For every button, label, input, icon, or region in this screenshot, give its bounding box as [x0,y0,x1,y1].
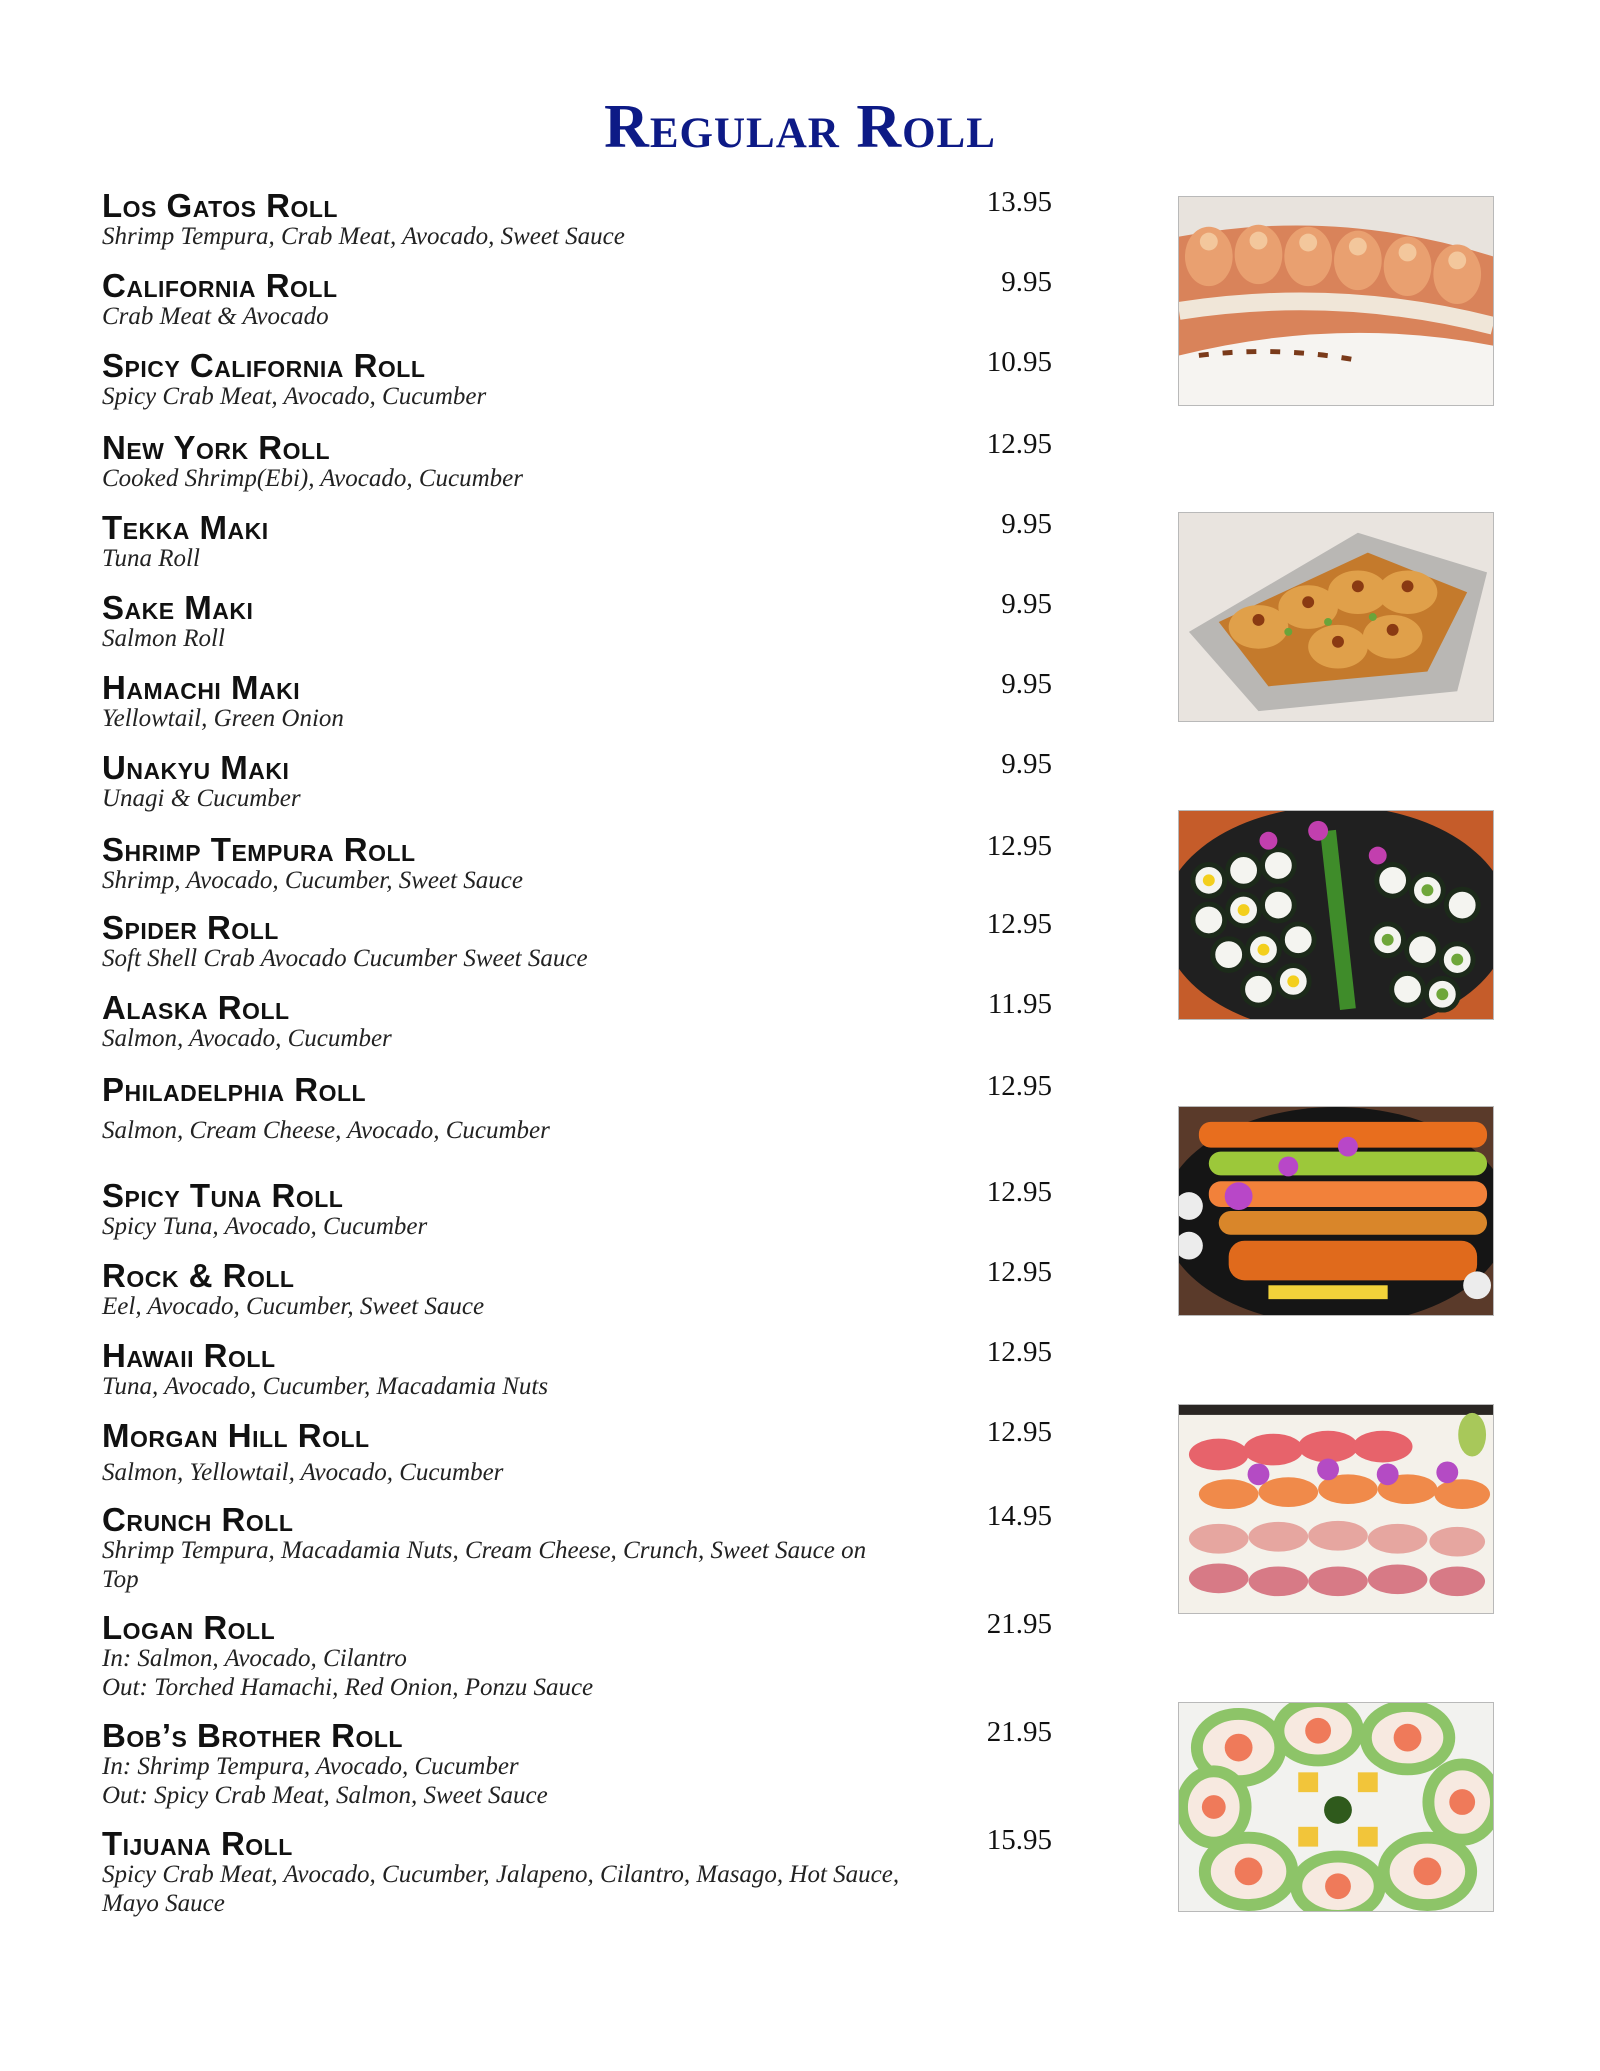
menu-item-name: Hamachi Maki [102,669,301,706]
menu-item-description: Salmon, Cream Cheese, Avocado, Cucumber [102,1117,550,1144]
menu-item-name: Spider Roll [102,909,279,946]
menu-item-description: Shrimp Tempura, Macadamia Nuts, Cream Cheese, Crunch, Sweet Sauce on [102,1537,867,1564]
menu-item-price: 14.95 [986,1500,1052,1532]
menu-item-price: 21.95 [986,1608,1052,1640]
menu-item-price: 15.95 [986,1824,1052,1856]
sushi-photo-maki-platter [1178,810,1494,1020]
menu-item-name: Bob’s Brother Roll [102,1717,403,1754]
menu-item [102,988,1052,1053]
menu-item [102,1070,1052,1145]
menu-item-price: 13.95 [986,186,1052,218]
menu-item [102,908,1052,973]
menu-item-description: Unagi & Cucumber [102,785,301,812]
menu-item-description: Soft Shell Crab Avocado Cucumber Sweet Sauce [102,945,588,972]
menu-item-price: 11.95 [987,988,1052,1020]
menu-item-description: Cooked Shrimp(Ebi), Avocado, Cucumber [102,465,523,492]
menu-item [102,428,1052,493]
menu-item-description: Out: Spicy Crab Meat, Salmon, Sweet Sauce [102,1782,548,1809]
menu-item-description: Tuna, Avocado, Cucumber, Macadamia Nuts [102,1373,549,1400]
menu-item-name: Shrimp Tempura Roll [102,831,416,868]
menu-item [102,1608,1052,1702]
menu-item-price: 12.95 [986,428,1052,460]
menu-item-price: 12.95 [986,1336,1052,1368]
menu-item [102,1416,1052,1487]
menu-item-description: Salmon Roll [102,625,225,652]
menu-item-name: Hawaii Roll [102,1337,276,1374]
menu-item-price: 12.95 [986,1070,1052,1102]
sushi-photo-specialty-platter [1178,1106,1494,1316]
menu-item-price: 12.95 [986,1416,1052,1448]
menu-item [102,266,1052,331]
menu-item-name: Spicy California Roll [102,347,426,384]
menu-item [102,588,1052,653]
menu-item [102,830,1052,895]
menu-item-name: Spicy Tuna Roll [102,1177,344,1214]
menu-item-name: Philadelphia Roll [102,1071,367,1108]
menu-item-price: 9.95 [1001,748,1052,780]
menu-item-price: 10.95 [986,346,1052,378]
menu-item-description: Salmon, Yellowtail, Avocado, Cucumber [102,1459,504,1486]
page-title: Regular Roll [604,93,996,161]
menu-item-name: Los Gatos Roll [102,187,338,224]
menu-item-description: Out: Torched Hamachi, Red Onion, Ponzu Sauce [102,1674,594,1701]
menu-item [102,1256,1052,1321]
menu-item-name: Morgan Hill Roll [102,1417,370,1454]
menu-item-price: 12.95 [986,1256,1052,1288]
menu-item-price: 12.95 [986,1176,1052,1208]
menu-item [102,668,1052,733]
sushi-photo-salmon-roll [1178,196,1494,406]
menu-item-name: Crunch Roll [102,1501,294,1538]
menu-item-price: 9.95 [1001,588,1052,620]
menu-item [102,346,1052,411]
menu-item-description: In: Salmon, Avocado, Cilantro [102,1645,407,1672]
menu-item-description: Spicy Crab Meat, Avocado, Cucumber [102,383,487,410]
menu-item-name: California Roll [102,267,338,304]
menu-item-price: 12.95 [986,908,1052,940]
menu-item [102,1336,1052,1401]
menu-item [102,508,1052,573]
menu-item-description: Spicy Tuna, Avocado, Cucumber [102,1213,428,1240]
menu-item-name: Logan Roll [102,1609,276,1646]
menu-item-description: Yellowtail, Green Onion [102,705,344,732]
menu-item-description: Top [102,1566,139,1593]
menu-item [102,1716,1052,1810]
menu-item-price: 9.95 [1001,266,1052,298]
menu-item [102,1176,1052,1241]
menu-item-description: Tuna Roll [102,545,200,572]
menu-item-description: Salmon, Avocado, Cucumber [102,1025,392,1052]
menu-item-description: In: Shrimp Tempura, Avocado, Cucumber [102,1753,519,1780]
menu-item-price: 9.95 [1001,668,1052,700]
menu-item-description: Shrimp, Avocado, Cucumber, Sweet Sauce [102,867,523,894]
menu-item-price: 12.95 [986,830,1052,862]
menu-item-name: Sake Maki [102,589,254,626]
menu-item [102,748,1052,813]
menu-item-name: Tekka Maki [102,509,269,546]
menu-item-description: Mayo Sauce [102,1890,225,1917]
menu-item [102,1824,1052,1918]
menu-item-description: Spicy Crab Meat, Avocado, Cucumber, Jalapeno, Cilantro, Masago, Hot Sauce, [102,1861,900,1888]
sushi-photo-cucumber-wrap [1178,1702,1494,1912]
menu-item [102,1500,1052,1594]
menu-item-description: Eel, Avocado, Cucumber, Sweet Sauce [102,1293,485,1320]
menu-item-name: Tijuana Roll [102,1825,293,1862]
sushi-photo-torched-roll [1178,512,1494,722]
menu-item-price: 21.95 [986,1716,1052,1748]
menu-item-description: Shrimp Tempura, Crab Meat, Avocado, Sweet Sauce [102,223,625,250]
menu-item-price: 9.95 [1001,508,1052,540]
menu-item [102,186,1052,251]
menu-item-name: Unakyu Maki [102,749,290,786]
menu-item-name: New York Roll [102,429,331,466]
menu-item-name: Alaska Roll [102,989,290,1026]
menu-item-description: Crab Meat & Avocado [102,303,329,330]
menu-item-name: Rock & Roll [102,1257,295,1294]
sushi-photo-nigiri-platter [1178,1404,1494,1614]
